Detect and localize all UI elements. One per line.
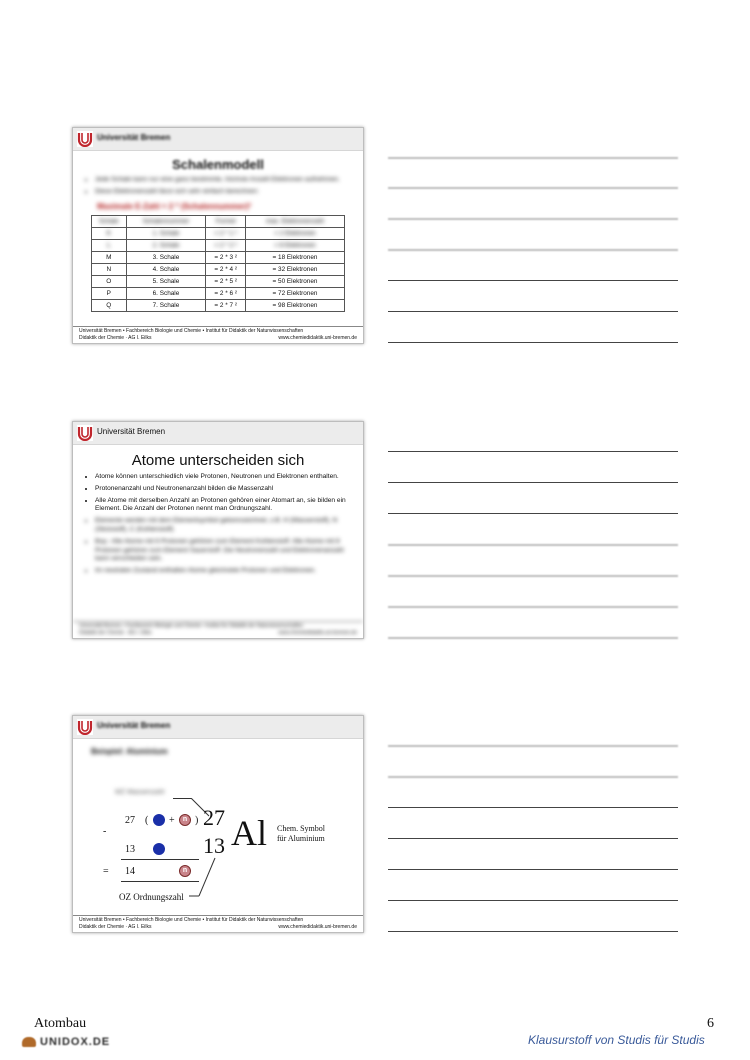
mz-annotation-line — [173, 798, 191, 799]
proton-icon — [153, 843, 165, 855]
university-name: Universität Bremen — [97, 133, 171, 142]
table-cell: 7. Schale — [126, 299, 206, 311]
note-line — [388, 482, 678, 483]
result-line — [121, 881, 199, 882]
note-line — [388, 637, 678, 639]
table-cell: = 2 * 7 ² — [206, 299, 246, 311]
table-cell: = 32 Elektronen — [245, 263, 344, 275]
note-line — [388, 807, 678, 808]
footer-group: Didaktik der Chemie · AG I. Eilks — [79, 335, 152, 341]
slide-title: Schalenmodell — [172, 157, 264, 172]
note-line — [388, 157, 678, 159]
table-cell: = 2 * 4 ² — [206, 263, 246, 275]
plus-sign: + — [169, 815, 175, 826]
footer-institute: Universität Bremen • Fachbereich Biologie und Chemie • Institut für Didaktik der Naturwissenschaften — [79, 917, 304, 923]
note-line — [388, 869, 678, 870]
equals-sign: = — [103, 866, 109, 877]
footer-left — [79, 917, 303, 931]
table-row — [92, 263, 345, 275]
slide-subtitle: Beispiel: Aluminium — [91, 747, 168, 756]
table-cell: = 8 Elektronen — [245, 239, 344, 251]
table-cell: = 2 Elektronen — [245, 227, 344, 239]
note-line — [388, 187, 678, 189]
footer-institute: Universität Bremen • Fachbereich Biologie und Chemie • Institut für Didaktik der Naturwissenschaften — [79, 623, 304, 629]
symbol-label-line-2: für Aluminium — [277, 834, 325, 843]
slide-title: Atome unterscheiden sich — [131, 452, 305, 469]
slide-footer — [73, 915, 363, 932]
footer-left — [79, 623, 303, 637]
row2-number: 13 — [125, 844, 135, 855]
table-cell: 3. Schale — [126, 251, 206, 263]
slide-beispiel-aluminium — [72, 715, 364, 933]
table-cell: = 18 Elektronen — [245, 251, 344, 263]
shell-table — [91, 215, 345, 312]
slide-header — [73, 716, 363, 739]
table-cell: 1. Schale — [126, 227, 206, 239]
mass-number-label: MZ Massenzahl — [115, 789, 165, 796]
table-cell: = 2 * 1 ² — [206, 227, 246, 239]
table-cell: = 2 * 2 ² — [206, 239, 246, 251]
neutron-icon: n — [179, 865, 191, 877]
table-cell: 5. Schale — [126, 275, 206, 287]
table-row — [92, 299, 345, 311]
bullet-item: • Protonenanzahl und Neutronenanzahl bilden die Massenzahl — [95, 485, 355, 494]
mass-number: 27 — [203, 805, 225, 830]
table-cell: = 98 Elektronen — [245, 299, 344, 311]
bullet-item: • Alle Atome mit derselben Anzahl an Protonen gehören einer Atomart an, sie bilden ein Element. Die Anzahl der Protonen nennt man Ordnungszahl. — [95, 497, 355, 515]
table-header-cell: Schalennummer — [126, 215, 206, 227]
table-cell: M — [92, 251, 127, 263]
note-line — [388, 606, 678, 608]
table-row — [92, 275, 345, 287]
table-cell: = 2 * 5 ² — [206, 275, 246, 287]
note-line — [388, 342, 678, 343]
university-logo-icon — [77, 719, 93, 735]
table-cell: P — [92, 287, 127, 299]
row1-number: 27 — [125, 815, 135, 826]
table-cell: = 72 Elektronen — [245, 287, 344, 299]
bullet-item: • Im neutralen Zustand enthalten Atome gleichviele Protonen und Elektronen. — [95, 567, 355, 576]
atomic-number: 13 — [203, 833, 225, 858]
slide-header — [73, 422, 363, 445]
table-cell: = 2 * 6 ² — [206, 287, 246, 299]
bullet-list — [73, 176, 363, 197]
table-cell: O — [92, 275, 127, 287]
sum-line — [121, 859, 199, 860]
note-line — [388, 513, 678, 514]
note-line — [388, 249, 678, 251]
table-header-row — [92, 215, 345, 227]
table-cell: N — [92, 263, 127, 275]
table-cell: = 50 Elektronen — [245, 275, 344, 287]
row3-number: 14 — [125, 866, 135, 877]
footer-institute: Universität Bremen • Fachbereich Biologie und Chemie • Institut für Didaktik der Naturwissenschaften — [79, 328, 304, 334]
footer-url: www.chemiedidaktik.uni-bremen.de — [278, 630, 357, 636]
proton-icon — [153, 814, 165, 826]
table-cell: L — [92, 239, 127, 251]
table-cell: 2. Schale — [126, 239, 206, 251]
page-number: 6 — [707, 1016, 714, 1031]
footer-url: www.chemiedidaktik.uni-bremen.de — [278, 924, 357, 930]
note-line — [388, 544, 678, 546]
note-line — [388, 745, 678, 747]
brand-logo-icon — [22, 1037, 36, 1047]
note-line — [388, 451, 678, 452]
neutron-icon: n — [179, 814, 191, 826]
slide-header — [73, 128, 363, 151]
slide-schalenmodell — [72, 127, 364, 344]
note-line — [388, 575, 678, 577]
bullet-item: • Diese Elektronenzahl lässt sich sehr einfach berechnen: — [95, 188, 355, 197]
formula-text: Maximale E-Zahl = 2 * (Schalennummer)² — [97, 201, 252, 211]
row1-close-paren: ) — [195, 815, 199, 826]
element-symbol: Al — [231, 813, 267, 853]
table-header-cell: max. Elektronenzahl — [245, 215, 344, 227]
note-line — [388, 900, 678, 901]
table-row — [92, 251, 345, 263]
note-line — [388, 776, 678, 778]
footer-left — [79, 328, 303, 342]
brand-tagline: Klausurstoff von Studis für Studis — [528, 1033, 705, 1047]
footer-url: www.chemiedidaktik.uni-bremen.de — [278, 335, 357, 341]
slide-atome-unterscheiden-sich — [72, 421, 364, 639]
bullet-item: • Atome können unterschiedlich viele Protonen, Neutronen und Elektronen enthalten. — [95, 473, 355, 482]
table-cell: 6. Schale — [126, 287, 206, 299]
table-row — [92, 287, 345, 299]
university-logo-icon — [77, 425, 93, 441]
slide-footer — [73, 326, 363, 343]
note-line — [388, 311, 678, 312]
university-name: Universität Bremen — [97, 427, 166, 436]
note-line — [388, 218, 678, 220]
row1-open-paren: ( — [145, 815, 149, 826]
bullet-item: • Elemente werden mit dem Elementsymbol gekennzeichnet, z.B. H (Wasserstoff), N (Stickstoff), C (Kohlenstoff) — [95, 517, 355, 535]
bullet-list — [73, 473, 363, 576]
slide-footer — [73, 621, 363, 638]
university-logo-icon — [77, 131, 93, 147]
minus-sign: - — [103, 826, 107, 837]
footer-group: Didaktik der Chemie · AG I. Eilks — [79, 630, 152, 636]
bullet-item: • Bsp.: Alle Atome mit 6 Protonen gehören zum Element Kohlenstoff. Alle Atome mit 8 Protonen gehören zum Element Sauerstoff. Die Neutronenzahl und Elektronenanzahl kann verschieden sein. — [95, 538, 355, 564]
note-line — [388, 931, 678, 932]
atomic-number-label: OZ Ordnungszahl — [119, 892, 184, 902]
bullet-item: • Jede Schale kann nur eine ganz bestimmte, höchste Anzahl Elektronen aufnehmen. — [95, 176, 355, 185]
table-header-cell: Formel — [206, 215, 246, 227]
note-line — [388, 838, 678, 839]
document-title: Atombau — [34, 1016, 87, 1031]
symbol-label-line-1: Chem. Symbol — [277, 824, 326, 833]
brand-logo: UNIDOX.DE — [40, 1036, 111, 1048]
oz-pointer-line — [189, 856, 219, 898]
table-row — [92, 239, 345, 251]
footer-group: Didaktik der Chemie · AG I. Eilks — [79, 924, 152, 930]
symbol-label — [277, 824, 325, 844]
table-header-cell: Schale — [92, 215, 127, 227]
note-line — [388, 280, 678, 281]
table-cell: 4. Schale — [126, 263, 206, 275]
table-row — [92, 227, 345, 239]
university-name: Universität Bremen — [97, 721, 171, 730]
table-cell: Q — [92, 299, 127, 311]
table-cell: = 2 * 3 ² — [206, 251, 246, 263]
table-cell: K — [92, 227, 127, 239]
